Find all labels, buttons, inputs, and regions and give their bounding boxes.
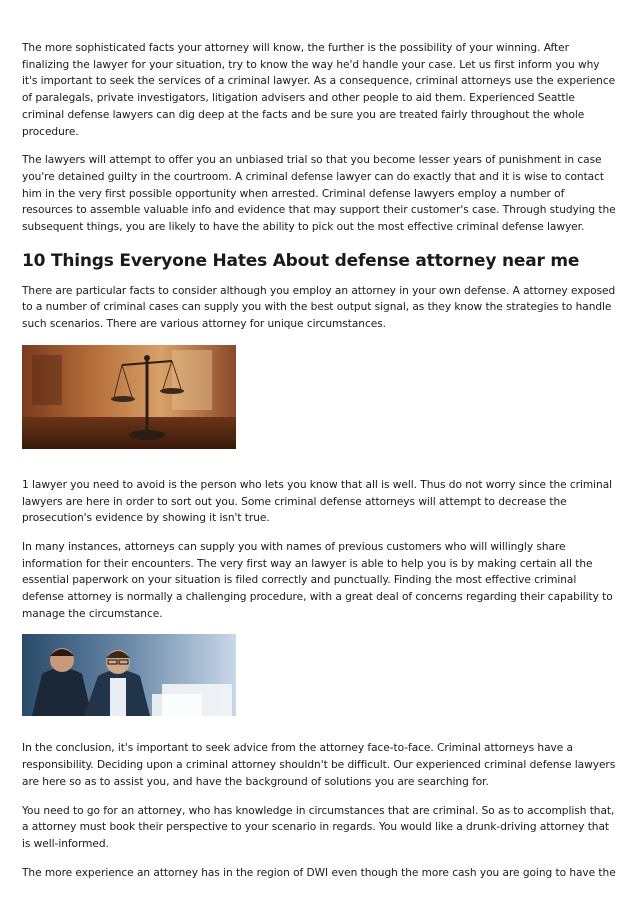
scales-of-justice-image <box>22 345 236 449</box>
paragraph-3: There are particular facts to consider although you employ an attorney in your own defense. A attorney exposed to a number of criminal cases can supply you with the best output signal, as they know the strategies to handle such scenarios. There are various attorney for unique circumstances. <box>22 284 616 331</box>
paragraph-6: In the conclusion, it's important to seek advice from the attorney face-to-face. Criminal attorneys have a responsibility. Deciding upon a criminal attorney shouldn't be difficult. Our experienced criminal defense lawyers are here so as to assist you, and have the background of solutions you are searching for. <box>22 742 616 788</box>
paragraph-4: 1 lawyer you need to avoid is the person who lets you know that all is well. Thus do not worry since the criminal lawyers are here in order to sort out you. Some criminal defense attorneys will attempt to decrease the prosecution's evidence by showing it isn't true. <box>22 478 613 525</box>
businessmen-working-image <box>22 634 236 716</box>
paragraph-5: In many instances, attorneys can supply you with names of previous customers who will willingly share information for their encounters. The very first way an lawyer is able to help you is by making certain all the essential paperwork on your situation is filed correctly and punctually. Finding the most effective criminal defense attorney is normally a challenging procedure, with a great deal of concerns regarding their capability to manage the circumstance. <box>22 540 613 620</box>
paragraph-2: The lawyers will attempt to offer you an unbiased trial so that you become lesser years of punishment in case you're detained guilty in the courtroom. A criminal defense lawyer can do exactly that and it is wise to contact him in the very first possible opportunity when arrested. Criminal defense lawyers employ a number of resources to assemble valuable info and evidence that may support their customer's case. Through studying the subsequent things, you are likely to have the ability to pick out the most effective criminal defense lawyer. <box>22 154 616 234</box>
paragraph-1: The more sophisticated facts your attorney will know, the further is the possibility of your winning. After finalizing the lawyer for your situation, try to know the way he'd handle your case. Let us first inform you why it's important to seek the services of a criminal lawyer. As a consequence, criminal attorneys use the experience of paralegals, private investigators, litigation advisers and other people to aid them. Experienced Seattle criminal defense lawyers can dig deep at the facts and be sure you are treated fairly throughout the whole procedure. <box>22 42 616 138</box>
paragraph-8: The more experience an attorney has in the region of DWI even though the more cash you are going to have the <box>22 866 616 879</box>
article-body <box>22 40 618 893</box>
paragraph-7: You need to go for an attorney, who has knowledge in circumstances that are criminal. So as to accomplish that, a attorney must book their perspective to your scenario in regards. You would like a drunk-driving attorney that is well-informed. <box>22 804 615 850</box>
section-heading: 10 Things Everyone Hates About defense attorney near me <box>22 250 580 271</box>
